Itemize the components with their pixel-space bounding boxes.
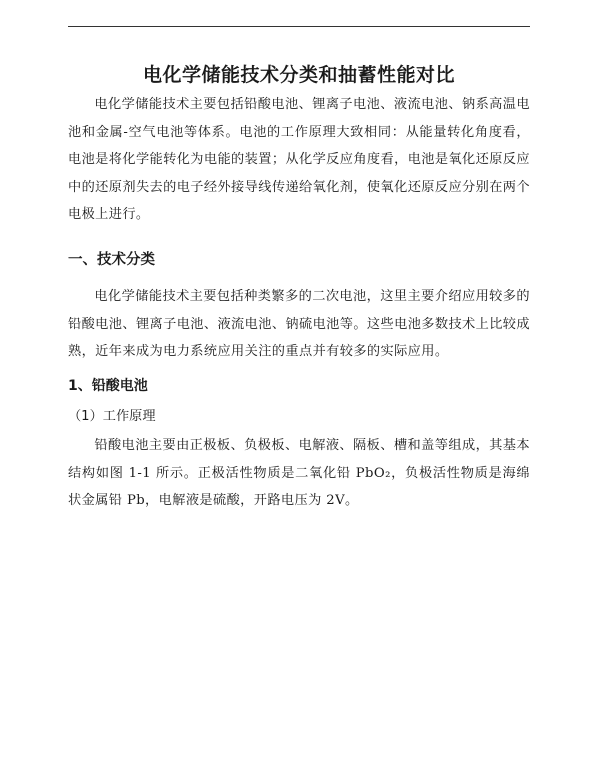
section-heading-tech-classification: 一、技术分类 xyxy=(68,252,155,268)
tech-classification-paragraph: 电化学储能技术主要包括种类繁多的二次电池，这里主要介绍应用较多的铅酸电池、锂离子电池、液流电池、钠硫电池等。这些电池多数技术上比较成熟，近年来成为电力系统应用关注的重点并有较多的实际应用。 xyxy=(68,289,530,359)
sub-subsection-heading-working-principle: （1）工作原理 xyxy=(68,409,156,424)
header-rule xyxy=(68,26,530,27)
subsection-heading-lead-acid: 1、铅酸电池 xyxy=(68,378,148,394)
document-title: 电化学储能技术分类和抽蓄性能对比 xyxy=(142,64,455,86)
intro-paragraph: 电化学储能技术主要包括铅酸电池、锂离子电池、液流电池、钠系高温电池和金属-空气电池等体系。电池的工作原理大致相同：从能量转化角度看，电池是将化学能转化为电能的装置；从化学反应角度看，电池是氧化还原反应中的还原剂失去的电子经外接导线传递给氧化剂，使氧化还原反应分别在两个电极上进行。 xyxy=(68,97,530,222)
lead-acid-paragraph: 铅酸电池主要由正极板、负极板、电解液、隔板、槽和盖等组成，其基本结构如图 1-1 所示。正极活性物质是二氧化铅 PbO₂，负极活性物质是海绵状金属铅 Pb，电解液是硫酸，开路电压为 2V。 xyxy=(68,438,530,508)
